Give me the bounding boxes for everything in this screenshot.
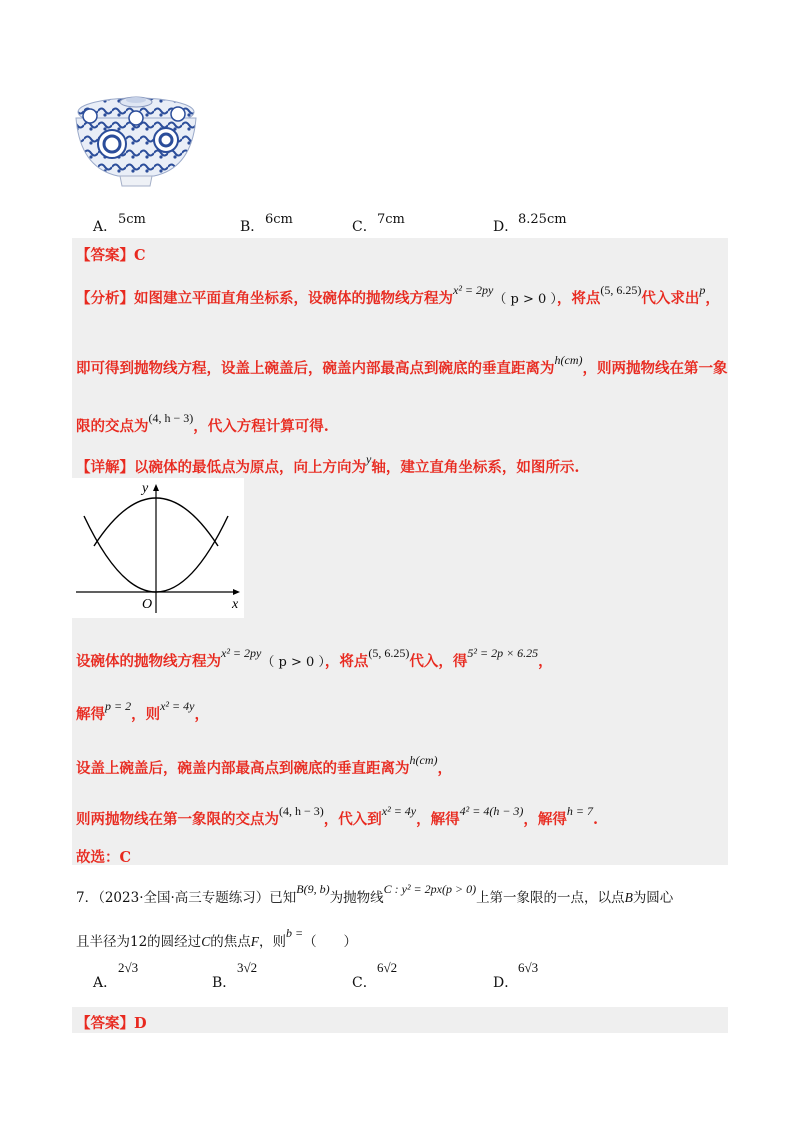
q7-number: 7． <box>76 890 99 906</box>
detail-label: 【详解】 <box>76 459 134 476</box>
q6-answer-value: C <box>134 247 146 264</box>
q6-option-a-value: 5cm <box>118 212 146 227</box>
q6-option-d-value: 8.25cm <box>518 212 567 227</box>
analysis-text-1d: ， <box>705 290 720 307</box>
detail-cond-s1: （ p > 0 ） <box>261 655 325 670</box>
detail-h-s4: h = 7 <box>566 804 594 818</box>
q7-line2-d: （ ） <box>303 934 358 950</box>
detail-y-axis-name: y <box>366 452 372 466</box>
q7-line2-c: ，则 <box>258 934 286 950</box>
parabola-diagram <box>72 478 244 618</box>
q6-detail-line-4 <box>76 753 452 778</box>
q6-option-a-letter: A． <box>93 219 118 235</box>
detail-text-1b: 轴，建立直角坐标系，如图所示. <box>371 459 580 476</box>
q7-line2-a: 且半径为12的圆经过 <box>76 934 202 950</box>
q7-line2-f-letter: F <box>250 934 259 949</box>
q7-option-c-value: 6√2 <box>377 960 398 975</box>
q7-answer <box>76 1012 147 1033</box>
detail-text-s2b: ，则 <box>131 706 161 723</box>
q7-option-d-value: 6√3 <box>518 960 539 975</box>
analysis-text-3a: 限的交点为 <box>76 418 149 435</box>
q7-stem-line-1 <box>76 882 674 906</box>
q7-text-2b: 为圆心 <box>632 890 674 906</box>
q7-stem-line-2 <box>76 926 358 950</box>
q7-line2-b-eq: b = <box>285 926 304 940</box>
q6-detail-line-2 <box>76 646 553 671</box>
detail-point-s1: (5, 6.25) <box>368 646 410 660</box>
detail-h-s3: h(cm) <box>409 753 438 767</box>
q6-answer <box>76 244 146 265</box>
q6-analysis-line-1 <box>76 283 720 308</box>
q7-answer-value: D <box>134 1015 147 1032</box>
detail-eq-s4: x² = 4y <box>381 804 417 818</box>
detail-eq-s1: x² = 2py <box>221 646 262 660</box>
analysis-point-1: (5, 6.25) <box>600 283 642 297</box>
q6-detail-line-1 <box>76 452 580 477</box>
q6-answer-label: 【答案】 <box>76 247 134 264</box>
bowl-photo <box>70 90 200 190</box>
q7-line2-c-letter: C <box>201 934 211 949</box>
q7-option-b-value: 3√2 <box>237 960 258 975</box>
q7-line2-b: 的焦点 <box>210 934 251 950</box>
analysis-p-1: p <box>699 283 706 297</box>
detail-p-s2: p = 2 <box>105 699 132 713</box>
q6-option-c-value: 7cm <box>377 212 405 227</box>
detail-text-s1b: ，将点 <box>324 653 369 670</box>
detail-text-s4c: ，解得 <box>416 811 460 828</box>
q6-option-d-letter: D． <box>493 219 519 235</box>
q7-point-b: B(9, b) <box>296 882 330 896</box>
analysis-text-2b: ，则两抛物线在第一象 <box>582 360 728 377</box>
detail-text-s2a: 解得 <box>76 706 105 723</box>
detail-text-s4b: ，代入到 <box>323 811 382 828</box>
q6-analysis-line-2 <box>76 353 728 378</box>
q6-final-choice: 故选：C <box>76 849 132 866</box>
q7-option-d-letter: D． <box>493 975 519 991</box>
q6-analysis-line-3 <box>76 411 329 436</box>
detail-text-s1c: 代入，得 <box>409 653 468 670</box>
detail-text-1a: 以碗体的最低点为原点，向上方向为 <box>134 459 366 476</box>
detail-eq-s2: x² = 4y <box>160 699 195 713</box>
detail-text-s3b: ， <box>437 760 452 777</box>
detail-eq2-s4: 4² = 4(h − 3) <box>459 804 524 818</box>
q7-source: （2023·全国·高三专题练习）已知 <box>98 890 297 906</box>
detail-text-s4d: ，解得 <box>523 811 567 828</box>
q7-text-2-b: B <box>624 890 633 905</box>
analysis-text-1b: ，将点 <box>556 290 601 307</box>
analysis-point-3: (4, h − 3) <box>148 411 194 425</box>
analysis-text-1a: 如图建立平面直角坐标系，设碗体的抛物线方程为 <box>134 290 453 307</box>
analysis-text-1c: 代入求出 <box>641 290 700 307</box>
x-axis-label: x <box>232 597 239 612</box>
analysis-label: 【分析】 <box>76 290 134 307</box>
q7-option-a-letter: A． <box>93 975 118 991</box>
q7-curve: C : y² = 2px(p > 0) <box>383 882 477 896</box>
analysis-cond-1: （ p > 0 ） <box>493 292 557 307</box>
detail-text-s3a: 设盖上碗盖后，碗盖内部最高点到碗底的垂直距离为 <box>76 760 410 777</box>
q6-detail-line-3 <box>76 699 209 724</box>
q7-option-a-value: 2√3 <box>118 960 139 975</box>
q7-text-2: 上第一象限的一点，以点 <box>476 890 625 906</box>
analysis-h-2: h(cm) <box>554 353 583 367</box>
q6-detail-line-5 <box>76 804 599 829</box>
detail-text-s1a: 设碗体的抛物线方程为 <box>76 653 221 670</box>
q7-answer-label: 【答案】 <box>76 1015 134 1032</box>
detail-text-s4e: . <box>593 811 599 828</box>
analysis-eq-1: x² = 2py <box>453 283 494 297</box>
detail-point-s4: (4, h − 3) <box>279 804 324 818</box>
detail-text-s2c: ， <box>194 706 209 723</box>
q6-option-b-value: 6cm <box>265 212 293 227</box>
detail-text-s1d: ， <box>538 653 553 670</box>
q6-option-b-letter: B． <box>240 219 265 235</box>
detail-text-s4a: 则两抛物线在第一象限的交点为 <box>76 811 279 828</box>
q6-option-c-letter: C． <box>352 219 377 235</box>
analysis-text-3b: ，代入方程计算可得. <box>193 418 329 435</box>
q7-option-b-letter: B． <box>212 975 237 991</box>
detail-eq2-s1: 5² = 2p × 6.25 <box>467 646 539 660</box>
origin-label: O <box>142 597 153 612</box>
y-axis-label: y <box>142 481 149 496</box>
q7-text-1: 为抛物线 <box>329 890 384 906</box>
analysis-text-2a: 即可得到抛物线方程，设盖上碗盖后，碗盖内部最高点到碗底的垂直距离为 <box>76 360 555 377</box>
q7-answer-panel <box>72 1007 728 1033</box>
q7-option-c-letter: C． <box>352 975 377 991</box>
